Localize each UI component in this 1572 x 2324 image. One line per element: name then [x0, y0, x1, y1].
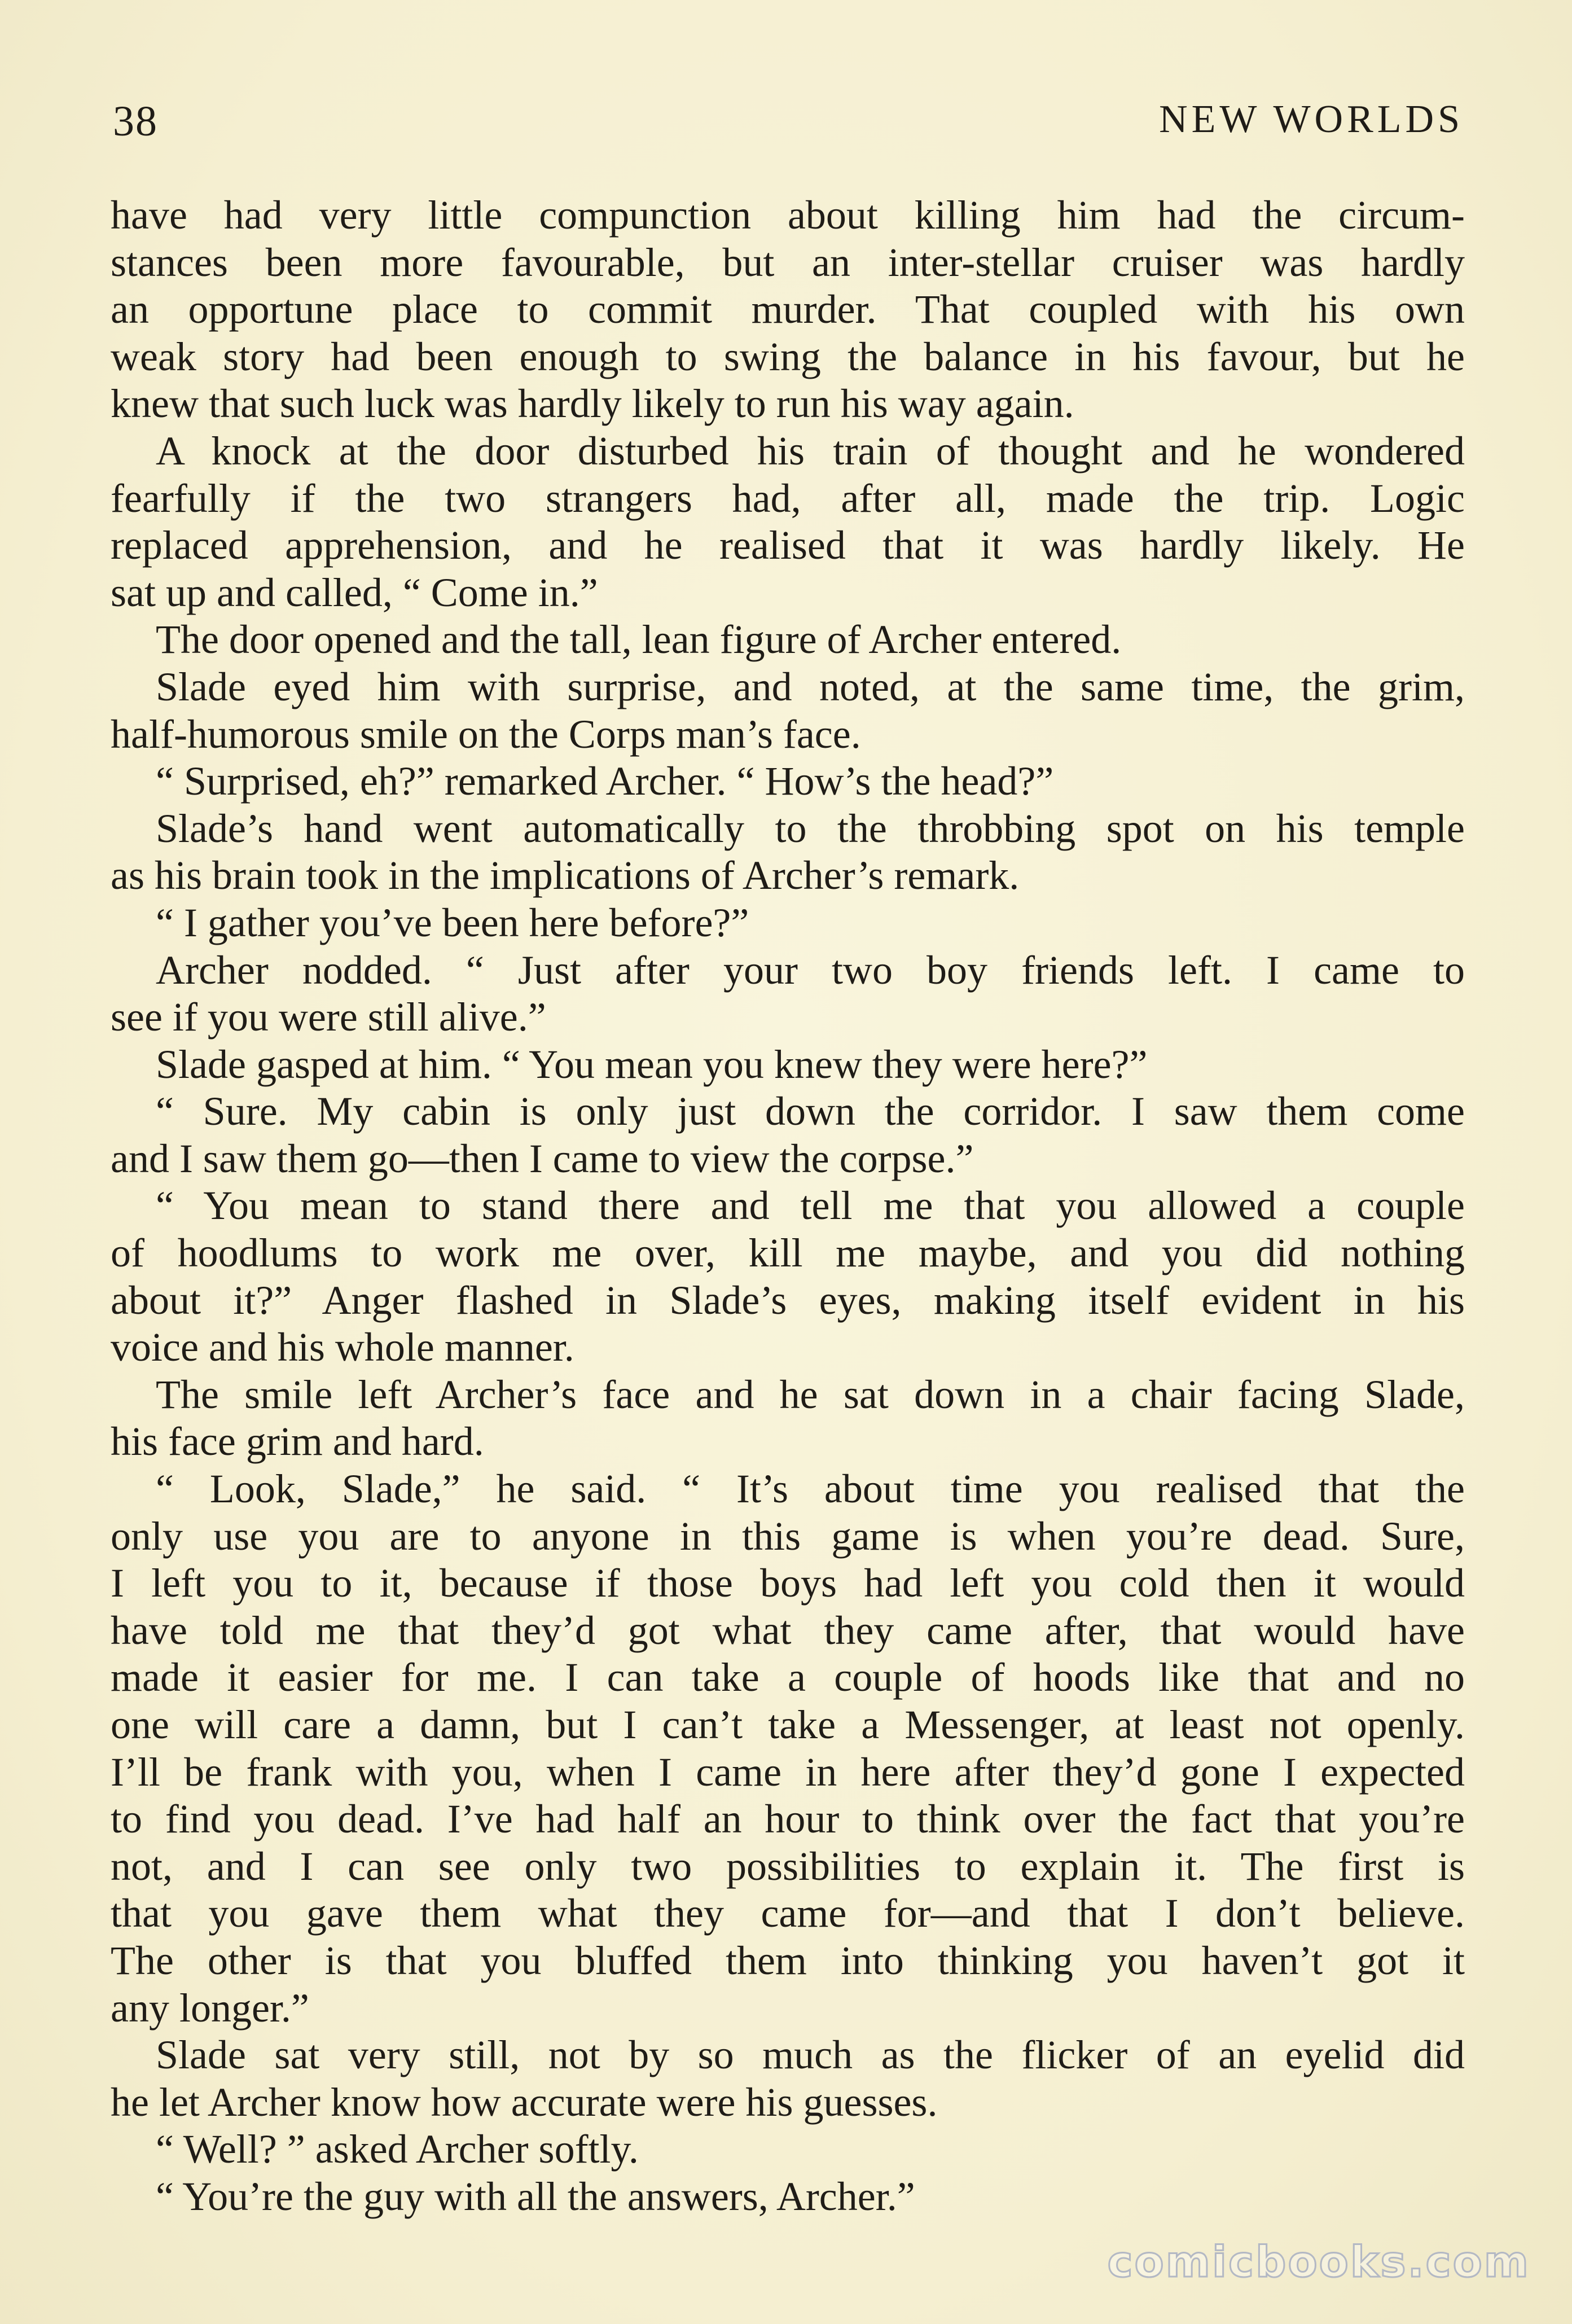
text-line: “ Look, Slade,” he said. “ It’s about time you realised that the [156, 1466, 1465, 1512]
text-line: any longer.” [111, 1985, 309, 2031]
text-line: A knock at the door disturbed his train of thought and he wondered [156, 428, 1465, 473]
text-line: have told me that they’d got what they came after, that would have [111, 1607, 1465, 1653]
text-line: “ Surprised, eh?” remarked Archer. “ How’s the head?” [156, 758, 1054, 804]
text-line: replaced apprehension, and he realised that it was hardly likely. He [111, 523, 1465, 568]
text-line: only use you are to anyone in this game is when you’re dead. Sure, [111, 1513, 1465, 1559]
text-line: of hoodlums to work me over, kill me maybe, and you did nothing [111, 1230, 1465, 1276]
text-line: fearfully if the two strangers had, after all, made the trip. Logic [111, 475, 1465, 521]
text-line: “ You’re the guy with all the answers, Archer.” [156, 2173, 915, 2219]
text-line: Slade sat very still, not by so much as the flicker of an eyelid did [156, 2032, 1465, 2078]
text-line: have had very little compunction about killing him had the circum- [111, 192, 1465, 238]
text-line: as his brain took in the implications of Archer’s remark. [111, 853, 1020, 898]
text-line: I left you to it, because if those boys had left you cold then it would [111, 1560, 1465, 1606]
text-line: his face grim and hard. [111, 1419, 484, 1464]
text-line: “ I gather you’ve been here before?” [156, 900, 749, 945]
body-text [111, 192, 1465, 2221]
text-line: Slade eyed him with surprise, and noted, at the same time, the grim, [156, 664, 1465, 709]
text-line: “ Sure. My cabin is only just down the corridor. I saw them come [156, 1089, 1465, 1134]
text-line: sat up and called, “ Come in.” [111, 569, 598, 615]
text-line: he let Archer know how accurate were his guesses. [111, 2079, 938, 2125]
running-head: NEW WORLDS [1159, 98, 1464, 141]
text-line: Slade gasped at him. “ You mean you knew they were here?” [156, 1041, 1148, 1087]
text-line: “ Well? ” asked Archer softly. [156, 2126, 639, 2172]
text-line: about it?” Anger flashed in Slade’s eyes, making itself evident in his [111, 1277, 1465, 1323]
text-line: to find you dead. I’ve had half an hour to think over the fact that you’re [111, 1796, 1465, 1842]
text-line: Archer nodded. “ Just after your two boy friends left. I came to [156, 947, 1465, 993]
text-line: “ You mean to stand there and tell me that you allowed a couple [156, 1183, 1465, 1229]
text-line: I’ll be frank with you, when I came in here after they’d gone I expected [111, 1749, 1465, 1795]
text-line: Slade’s hand went automatically to the throbbing spot on his temple [156, 805, 1465, 851]
text-line: The door opened and the tall, lean figure of Archer entered. [156, 617, 1122, 663]
text-line: voice and his whole manner. [111, 1325, 574, 1370]
text-line: one will care a damn, but I can’t take a Messenger, at least not openly. [111, 1702, 1465, 1747]
watermark-logo: comicbooks.com [1107, 2237, 1530, 2287]
text-line: stances been more favourable, but an inter-stellar cruiser was hardly [111, 239, 1465, 285]
text-line: made it easier for me. I can take a couple of hoods like that and no [111, 1655, 1465, 1700]
text-line: weak story had been enough to swing the balance in his favour, but he [111, 334, 1465, 379]
text-line: not, and I can see only two possibilities to explain it. The first is [111, 1843, 1465, 1889]
text-line: The other is that you bluffed them into thinking you haven’t got it [111, 1937, 1465, 1983]
text-line: that you gave them what they came for—and that I don’t believe. [111, 1891, 1465, 1936]
text-line: an opportune place to commit murder. That coupled with his own [111, 287, 1465, 332]
text-line: The smile left Archer’s face and he sat down in a chair facing Slade, [156, 1371, 1465, 1417]
text-line: knew that such luck was hardly likely to run his way again. [111, 381, 1074, 427]
page-number: 38 [113, 98, 158, 145]
text-line: half-humorous smile on the Corps man’s face. [111, 711, 861, 757]
text-line: and I saw them go—then I came to view the corpse.” [111, 1135, 974, 1181]
page-header [113, 97, 1464, 154]
text-line: see if you were still alive.” [111, 994, 546, 1040]
